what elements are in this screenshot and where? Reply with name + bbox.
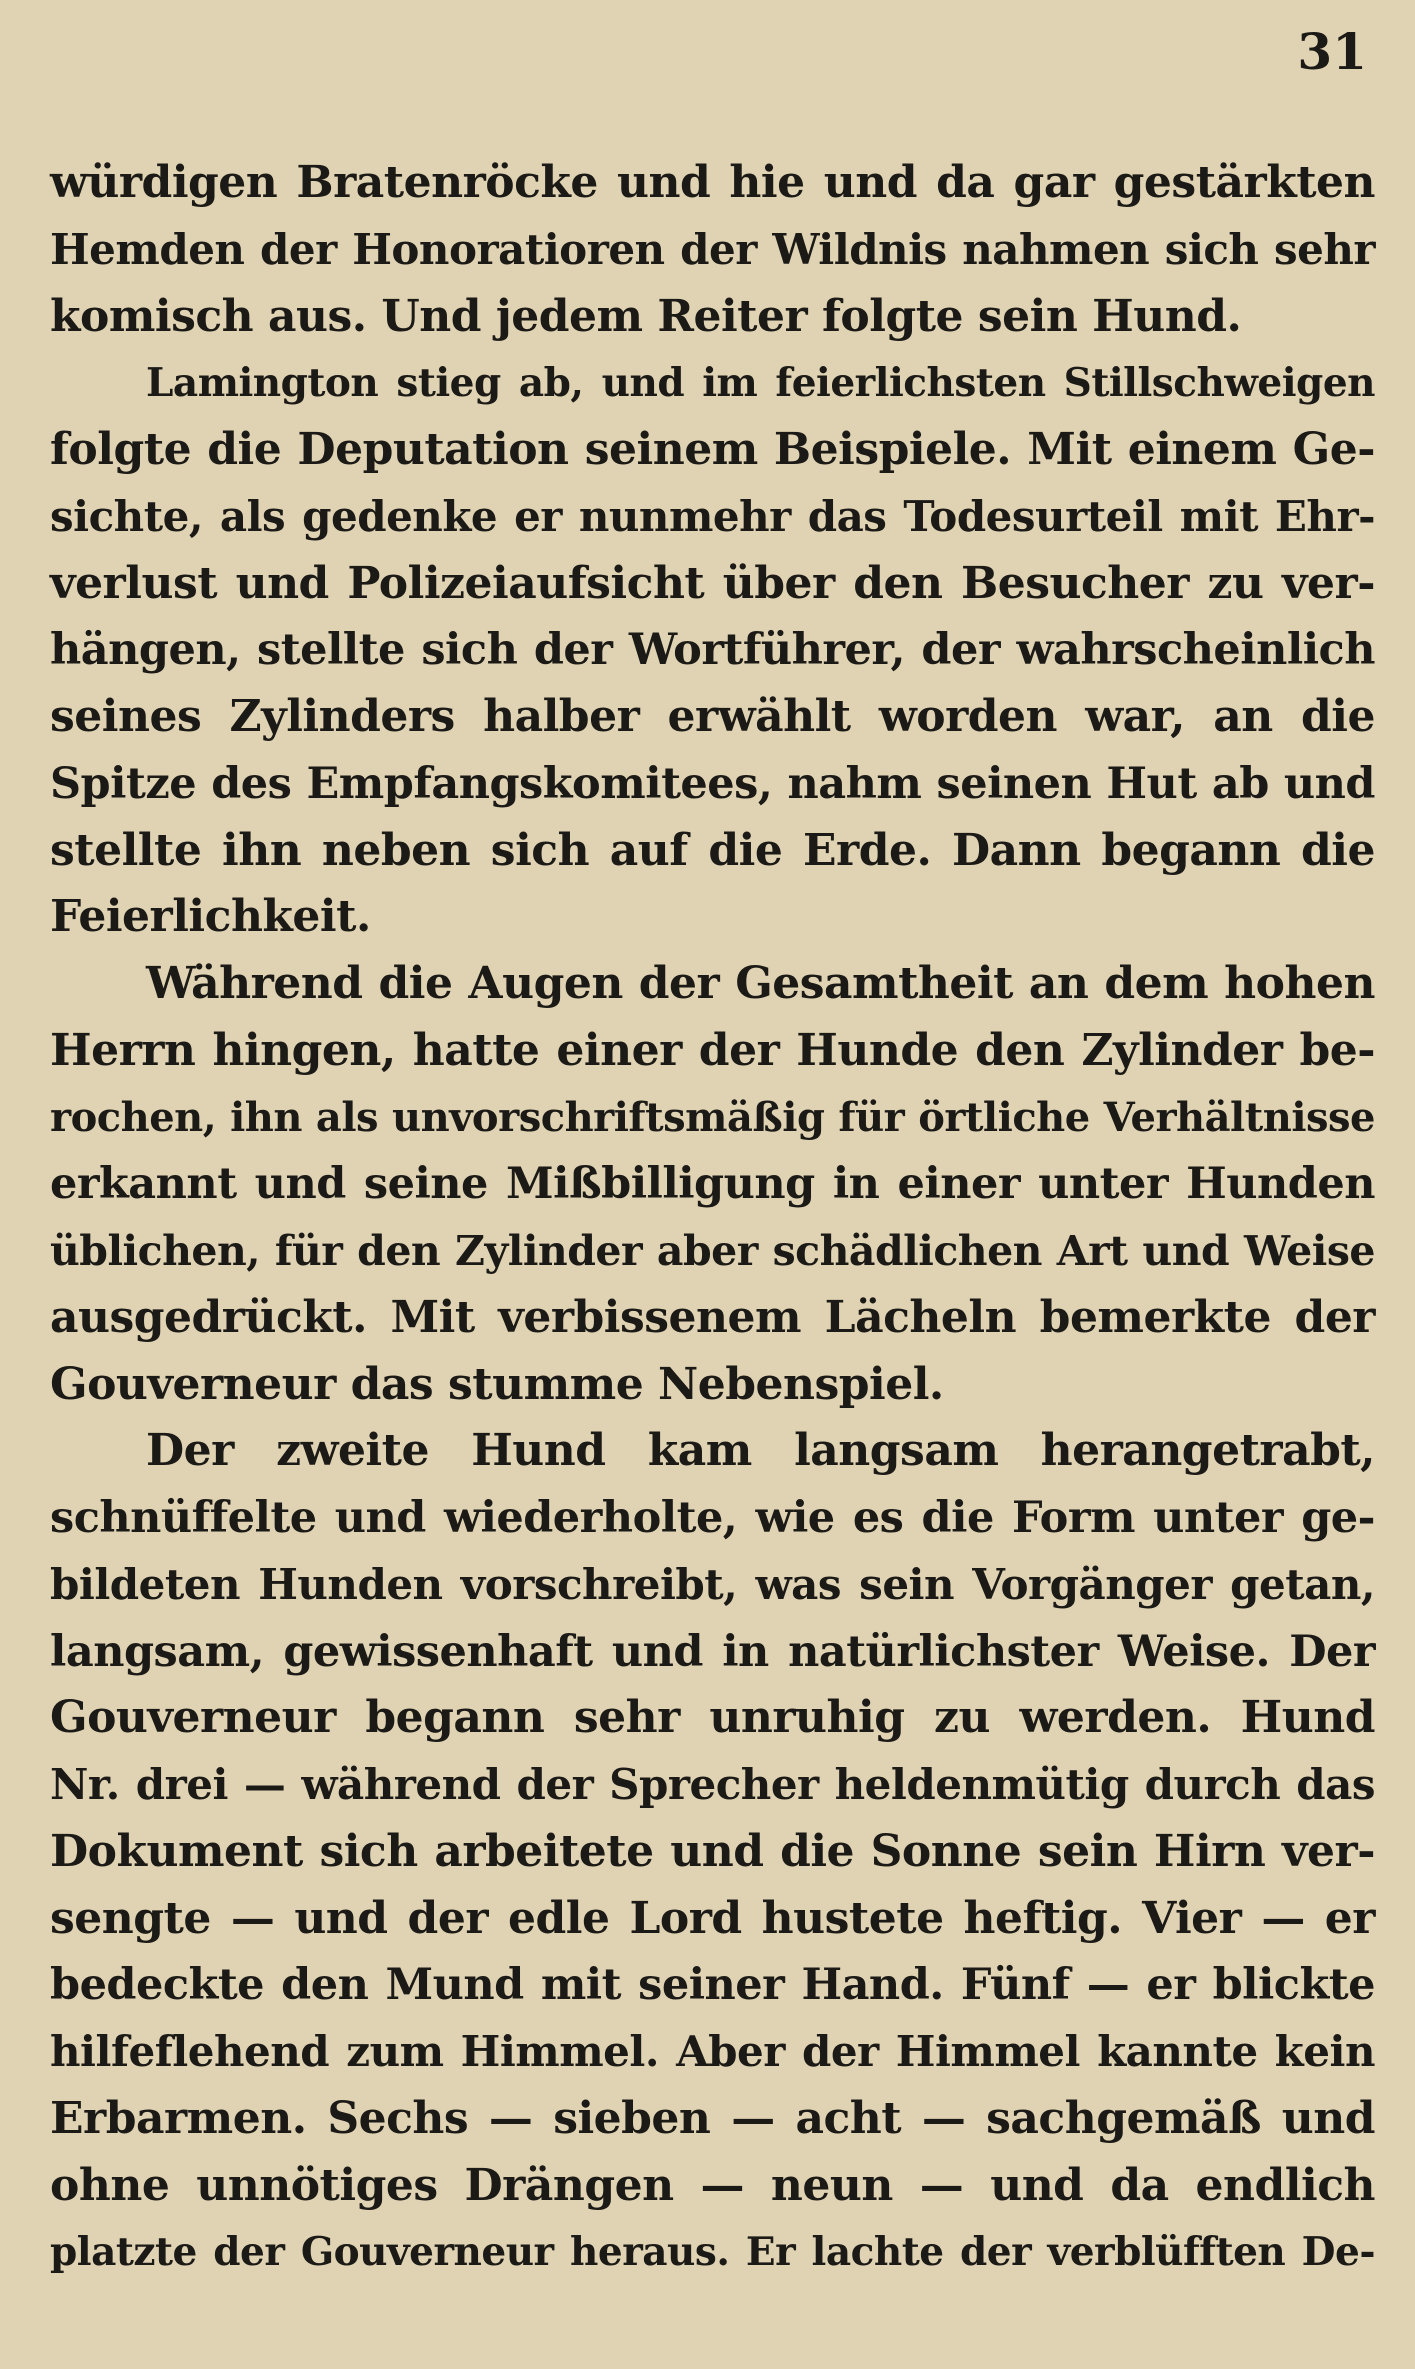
text-line: bildeten Hunden vorschreibt, was sein Vorgänger getan, [50,1559,1375,1609]
text-line: Dokument sich arbeitete und die Sonne sein Hirn ver- [50,1825,1375,1877]
text-line: folgte die Deputation seinem Beispiele. Mit einem Ge- [50,424,1375,475]
text-line: sichte, als gedenke er nunmehr das Todesurteil mit Ehr- [50,491,1375,541]
text-line: seines Zylinders halber erwählt worden war, an die [50,691,1375,742]
text-line: würdigen Bratenröcke und hie und da gar gestärkten [50,157,1375,208]
text-line: rochen, ihn als unvorschriftsmäßig für örtliche Verhältnisse [50,1093,1375,1141]
text-line: Lamington stieg ab, und im feierlichsten Stillschweigen [146,360,1375,407]
text-line: Nr. drei — während der Sprecher heldenmütig durch das [50,1760,1375,1809]
text-line: Gouverneur begann sehr unruhig zu werden. Hund [50,1692,1375,1744]
text-line: üblichen, für den Zylinder aber schädlichen Art und Weise [50,1227,1375,1275]
body-text [50,150,1375,2286]
text-line: bedeckte den Mund mit seiner Hand. Fünf — er blickte [50,1960,1375,2011]
text-line: erkannt und seine Mißbilligung in einer unter Hunden [50,1159,1375,1210]
text-line: ohne unnötiges Drängen — neun — und da endlich [50,2159,1375,2211]
text-line: hilfeflehend zum Himmel. Aber der Himmel kannte kein [50,2027,1375,2076]
text-line: Spitze des Empfangskomitees, nahm seinen Hut ab und [50,758,1375,809]
text-line: stellte ihn neben sich auf die Erde. Dann begann die [50,824,1375,876]
text-line: ausgedrückt. Mit verbissenem Lächeln bemerkte der [50,1291,1375,1343]
text-line: Während die Augen der Gesamtheit an dem hohen [146,958,1375,1009]
text-line: platzte der Gouverneur heraus. Er lachte der verblüfften De- [50,2229,1375,2276]
text-line: Erbarmen. Sechs — sieben — acht — sachgemäß und [50,2092,1375,2144]
text-line: Hemden der Honoratioren der Wildnis nahmen sich sehr [50,224,1375,274]
text-line: Herrn hingen, hatte einer der Hunde den Zylinder be- [50,1024,1375,1076]
text-line: hängen, stellte sich der Wortführer, der wahrscheinlich [50,625,1375,676]
text-line: Gouverneur das stumme Nebenspiel. [50,1358,944,1410]
page-number: 31 [1297,22,1367,81]
text-line: komisch aus. Und jedem Reiter folgte sein Hund. [50,290,1242,342]
text-line: sengte — und der edle Lord hustete heftig. Vier — er [50,1892,1375,1944]
text-line: schnüffelte und wiederholte, wie es die Form unter ge- [50,1493,1375,1543]
text-line: Feierlichkeit. [50,891,371,943]
text-line: Der zweite Hund kam langsam herangetrabt, [146,1425,1375,1477]
text-line: langsam, gewissenhaft und in natürlichster Weise. Der [50,1626,1375,1677]
text-line: verlust und Polizeiaufsicht über den Besucher zu ver- [50,557,1375,609]
